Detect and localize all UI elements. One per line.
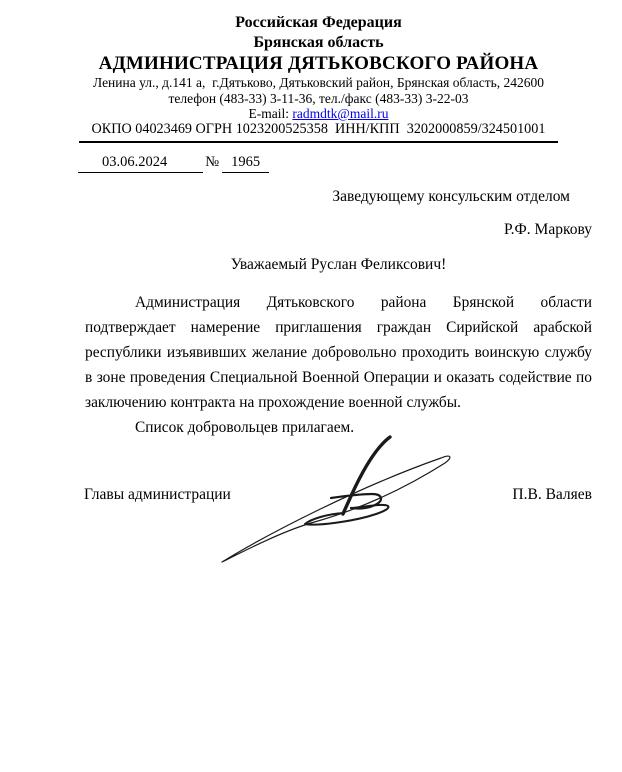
reference-date: 03.06.2024 [78,153,203,173]
reference-line [78,153,622,173]
signer-name: П.В. Валяев [512,486,592,503]
signature-block [84,485,592,504]
email-label: E-mail: [248,106,293,121]
addressee-name: Р.Ф. Маркову [504,221,592,238]
body-paragraph-2: Список добровольцев прилагаем. [135,419,355,436]
letterhead-region: Брянская область [253,34,384,51]
letterhead-phone: телефон (483-33) 3-11-36, тел./факс (483-33) 3-22-03 [168,91,469,106]
letterhead [79,0,558,143]
signer-title: Главы администрации [84,486,231,503]
letterhead-address: Ленина ул., д.141 а, г.Дятьково, Дятьковский район, Брянская область, 242600 [93,75,544,90]
addressee-block [0,187,592,239]
letterhead-organization: АДМИНИСТРАЦИЯ ДЯТЬКОВСКОГО РАЙОНА [98,53,539,74]
salutation: Уважаемый Руслан Феликсович! [230,256,447,273]
letter-body [85,290,592,440]
reference-number: 1965 [222,153,269,173]
number-sign: № [205,154,220,170]
letterhead-codes: ОКПО 04023469 ОГРН 1023200525358 ИНН/КПП 3202000859/324501001 [91,121,546,137]
email-link[interactable]: radmdtk@mail.ru [292,106,389,121]
letterhead-country: Российская Федерация [235,14,402,31]
body-paragraph-1: Администрация Дятьковского района Брянской области подтверждает намерение приглашения граждан Сирийской арабской республики изъявивших желание добровольно проходить воинскую службу в зоне проведения Специальной Военной Операции и оказать содействие по заключению контракта на прохождение военной службы. [85,294,592,411]
letterhead-email-line [79,106,558,121]
addressee-position: Заведующему консульским отделом [332,188,570,205]
